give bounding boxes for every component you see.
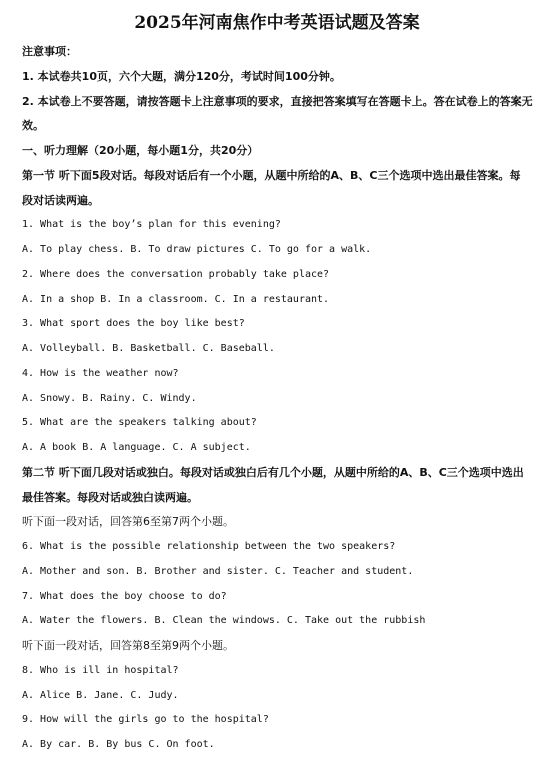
- question-text-line: 8. Who is ill in hospital?: [22, 664, 179, 676]
- instruction-text-line: 段对话读两遍。: [22, 193, 99, 207]
- question-text-line: 1. What is the boy’s plan for this evening?: [22, 219, 281, 231]
- instruction-text-line: 1. 本试卷共10页，六个大题，满分120分，考试时间100分钟。: [22, 69, 341, 83]
- instruction-text-line: 注意事项：: [22, 45, 77, 58]
- question-text-line: 7. What does the boy choose to do?: [22, 590, 227, 602]
- question-text-line: 2. Where does the conversation probably take place?: [22, 268, 330, 280]
- question-text-line: A. To play chess. B. To draw pictures C. To go for a walk.: [22, 244, 372, 255]
- question-text-line: 3. What sport does the boy like best?: [22, 318, 245, 330]
- instruction-text-line: 效。: [22, 119, 44, 133]
- question-text-line: A. Water the flowers. B. Clean the windows. C. Take out the rubbish: [22, 615, 426, 627]
- exam-title: 2025年河南焦作中考英语试题及答案: [134, 13, 420, 33]
- question-text-line: A. Snowy. B. Rainy. C. Windy.: [22, 392, 197, 404]
- question-text-line: 6. What is the possible relationship between the two speakers?: [22, 541, 396, 552]
- question-text-line: 5. What are the speakers talking about?: [22, 417, 257, 429]
- question-text-line: A. By car. B. By bus C. On foot.: [22, 739, 215, 750]
- instruction-text-line: 2. 本试卷上不要答题，请按答题卡上注意事项的要求，直接把答案填写在答题卡上。答在试卷上的答案无: [22, 94, 533, 108]
- instruction-text-line: 一、听力理解（20小题，每小题1分，共20分）: [22, 144, 259, 157]
- question-text-line: A. Mother and son. B. Brother and sister. C. Teacher and student.: [22, 565, 414, 577]
- question-text-line: 4. How is the weather now?: [22, 367, 179, 379]
- question-text-line: A. A book B. A language. C. A subject.: [22, 442, 251, 453]
- question-text-line: 9. How will the girls go to the hospital?: [22, 714, 269, 726]
- instruction-text-line: 第二节 听下面几段对话或独白。每段对话或独白后有几个小题，从题中所给的A、B、C三个选项中选出: [22, 465, 524, 479]
- instruction-text-line: 第一节 听下面5段对话。每段对话后有一个小题，从题中所给的A、B、C三个选项中选出最佳答案。每: [22, 168, 521, 182]
- instruction-text-line: 听下面一段对话，回答第8至第9两个小题。: [22, 639, 234, 652]
- question-text-line: A. In a shop B. In a classroom. C. In a restaurant.: [22, 293, 330, 305]
- question-text-line: A. Alice B. Jane. C. Judy.: [22, 689, 179, 701]
- question-text-line: A. Volleyball. B. Basketball. C. Baseball.: [22, 343, 275, 354]
- instruction-text-line: 听下面一段对话，回答第6至第7两个小题。: [22, 515, 234, 529]
- instruction-text-line: 最佳答案。每段对话或独白读两遍。: [22, 490, 198, 504]
